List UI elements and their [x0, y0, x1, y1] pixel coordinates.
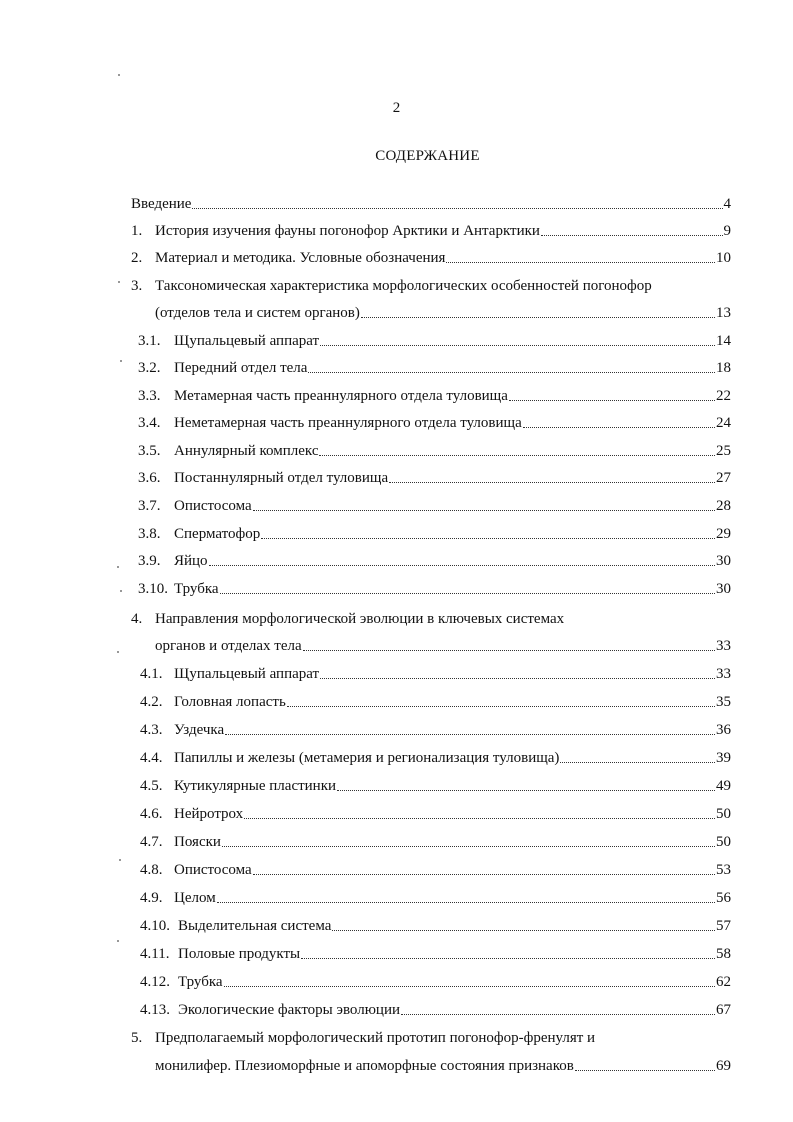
toc-entry-3-line2[interactable]: [155, 304, 731, 322]
dot-leader: [575, 1070, 715, 1071]
dot-leader: [320, 678, 715, 679]
toc-entry-text: Уздечка: [174, 722, 225, 738]
toc-entry-number: 2.: [131, 250, 143, 266]
toc-entry-text: Трубка: [174, 581, 219, 597]
toc-entry-number: 3.6.: [138, 470, 161, 486]
toc-entry-text: Материал и методика. Условные обозначения: [155, 250, 446, 266]
toc-entry-text: Таксономическая характеристика морфологических особенностей погонофор: [155, 278, 652, 294]
toc-entry-4-12[interactable]: [140, 973, 731, 991]
toc-entry-page: 29: [716, 526, 731, 542]
toc-entry-text: Аннулярный комплекс: [174, 443, 319, 459]
toc-entry-page: 30: [716, 553, 731, 569]
toc-entry-page: 69: [716, 1058, 731, 1074]
toc-entry-text: Направления морфологической эволюции в ключевых системах: [155, 611, 565, 627]
dot-leader: [287, 706, 715, 707]
toc-entry-text: Сперматофор: [174, 526, 261, 542]
toc-entry-number: 3.7.: [138, 498, 161, 514]
toc-entry-text: Половые продукты: [178, 946, 301, 962]
toc-entry-2[interactable]: [131, 249, 731, 267]
toc-entry-text: Опистосома: [174, 862, 252, 878]
toc-entry-number: 3.5.: [138, 443, 161, 459]
toc-entry-text: Экологические факторы эволюции: [178, 1002, 400, 1018]
dot-leader: [361, 317, 715, 318]
toc-entry-page: 49: [716, 778, 731, 794]
toc-entry-text: Неметамерная часть преаннулярного отдела туловища: [174, 415, 522, 431]
toc-entry-text: Метамерная часть преаннулярного отдела туловища: [174, 388, 508, 404]
toc-entry-number: 4.2.: [140, 694, 163, 710]
toc-entry-page: 57: [716, 918, 731, 934]
toc-entry-4-line1[interactable]: [131, 610, 564, 628]
dot-leader: [244, 818, 715, 819]
toc-entry-4-6[interactable]: [140, 805, 731, 823]
toc-entry-4-10[interactable]: [140, 917, 731, 935]
toc-entry-number: 3.1.: [138, 333, 161, 349]
toc-entry-number: 4.8.: [140, 862, 163, 878]
dot-leader: [303, 650, 715, 651]
toc-entry-page: 22: [716, 388, 731, 404]
toc-entry-page: 33: [716, 638, 731, 654]
scan-speck: [118, 281, 120, 283]
dot-leader: [217, 902, 715, 903]
toc-entry-4-2[interactable]: [140, 693, 731, 711]
toc-entry-text: Кутикулярные пластинки: [174, 778, 337, 794]
toc-entry-page: 24: [716, 415, 731, 431]
toc-entry-text: монилифер. Плезиоморфные и апоморфные состояния признаков: [155, 1058, 574, 1074]
toc-entry-1[interactable]: [131, 222, 731, 240]
toc-entry-number: 4.11.: [140, 946, 170, 962]
toc-entry-4-11[interactable]: [140, 945, 731, 963]
toc-entry-number: 3.2.: [138, 360, 161, 376]
toc-entry-number: 4.3.: [140, 722, 163, 738]
toc-entry-text: Предполагаемый морфологический прототип погонофор-френулят и: [155, 1030, 596, 1046]
toc-entry-text: Нейротрох: [174, 806, 244, 822]
toc-entry-text: Целом: [174, 890, 216, 906]
toc-entry-number: 4.7.: [140, 834, 163, 850]
toc-entry-4-8[interactable]: [140, 861, 731, 879]
toc-entry-page: 28: [716, 498, 731, 514]
toc-entry-page: 9: [723, 223, 731, 239]
dot-leader: [220, 593, 715, 594]
toc-entry-3-2[interactable]: [138, 359, 731, 377]
toc-entry-text: История изучения фауны погонофор Арктики и Антарктики: [155, 223, 540, 239]
toc-entry-page: 36: [716, 722, 731, 738]
toc-entry-3-8[interactable]: [138, 525, 731, 543]
toc-entry-text: органов и отделах тела: [155, 638, 302, 654]
toc-entry-text: Щупальцевый аппарат: [174, 666, 320, 682]
toc-entry-page: 58: [716, 946, 731, 962]
toc-entry-page: 39: [716, 750, 731, 766]
dot-leader: [319, 455, 715, 456]
toc-entry-number: 5.: [131, 1030, 143, 1046]
toc-entry-number: 4.6.: [140, 806, 163, 822]
toc-entry-page: 14: [716, 333, 731, 349]
toc-entry-3-6[interactable]: [138, 469, 731, 487]
toc-entry-text: Опистосома: [174, 498, 252, 514]
dot-leader: [224, 986, 715, 987]
dot-leader: [509, 400, 715, 401]
toc-entry-page: 50: [716, 834, 731, 850]
dot-leader: [541, 235, 723, 236]
toc-entry-4-9[interactable]: [140, 889, 731, 907]
toc-entry-number: 3.9.: [138, 553, 161, 569]
toc-entry-page: 67: [716, 1002, 731, 1018]
dot-leader: [332, 930, 715, 931]
toc-entry-page: 25: [716, 443, 731, 459]
toc-entry-text: Передний отдел тела: [174, 360, 308, 376]
scan-speck: [118, 74, 120, 76]
toc-entry-4-13[interactable]: [140, 1001, 731, 1019]
toc-entry-page: 33: [716, 666, 731, 682]
scan-speck: [120, 590, 122, 592]
dot-leader: [253, 510, 715, 511]
toc-entry-text: Папиллы и железы (метамерия и регионализация туловища): [174, 750, 560, 766]
scan-speck: [117, 566, 119, 568]
toc-entry-3-1[interactable]: [138, 332, 731, 350]
toc-entry-number: 4.: [131, 611, 143, 627]
dot-leader: [401, 1014, 715, 1015]
toc-entry-page: 18: [716, 360, 731, 376]
toc-entry-number: 3.3.: [138, 388, 161, 404]
dot-leader: [523, 427, 715, 428]
toc-entry-text: Яйцо: [174, 553, 208, 569]
toc-entry-text: Постаннулярный отдел туловища: [174, 470, 389, 486]
scan-speck: [119, 859, 121, 861]
toc-entry-number: 4.12.: [140, 974, 170, 990]
toc-entry-text: Головная лопасть: [174, 694, 286, 710]
toc-entry-page: 30: [716, 581, 731, 597]
toc-entry-number: 1.: [131, 223, 143, 239]
dot-leader: [225, 734, 715, 735]
scan-speck: [117, 940, 119, 942]
toc-entry-3-9[interactable]: [138, 552, 731, 570]
dot-leader: [560, 762, 715, 763]
toc-entry-number: 3.10.: [138, 581, 168, 597]
toc-entry-4-5[interactable]: [140, 777, 731, 795]
toc-entry-page: 35: [716, 694, 731, 710]
toc-entry-page: 27: [716, 470, 731, 486]
toc-entry-text: Выделительная система: [178, 918, 332, 934]
toc-entry-number: 4.4.: [140, 750, 163, 766]
page-number: 2: [392, 100, 401, 116]
dot-leader: [261, 538, 715, 539]
toc-entry-number: 4.5.: [140, 778, 163, 794]
toc-title: СОДЕРЖАНИЕ: [375, 148, 480, 164]
toc-entry-3-3[interactable]: [138, 387, 731, 405]
toc-entry-4-1[interactable]: [140, 665, 731, 683]
toc-entry-4-line2[interactable]: [155, 637, 731, 655]
toc-entry-text: Введение: [131, 196, 192, 212]
toc-entry-3-7[interactable]: [138, 497, 731, 515]
toc-entry-text: Трубка: [178, 974, 223, 990]
toc-entry-text: Пояски: [174, 834, 221, 850]
toc-entry-number: 4.9.: [140, 890, 163, 906]
toc-entry-text: Щупальцевый аппарат: [174, 333, 320, 349]
dot-leader: [446, 262, 715, 263]
dot-leader: [222, 846, 715, 847]
dot-leader: [320, 345, 715, 346]
toc-entry-number: 3.4.: [138, 415, 161, 431]
dot-leader: [192, 208, 722, 209]
toc-entry-4-3[interactable]: [140, 721, 731, 739]
toc-entry-5-line1[interactable]: [131, 1029, 595, 1047]
scan-speck: [117, 651, 119, 653]
toc-entry-3-line1[interactable]: [131, 277, 652, 295]
toc-entry-number: 4.1.: [140, 666, 163, 682]
dot-leader: [301, 958, 715, 959]
toc-entry-3-4[interactable]: [138, 414, 731, 432]
dot-leader: [389, 482, 715, 483]
toc-entry-page: 4: [723, 196, 731, 212]
toc-entry-4-4[interactable]: [140, 749, 731, 767]
dot-leader: [209, 565, 715, 566]
dot-leader: [337, 790, 715, 791]
toc-entry-5-line2[interactable]: [155, 1057, 731, 1075]
toc-entry-intro[interactable]: [131, 195, 731, 213]
toc-entry-number: 3.: [131, 278, 143, 294]
toc-entry-page: 53: [716, 862, 731, 878]
dot-leader: [253, 874, 715, 875]
toc-entry-page: 62: [716, 974, 731, 990]
toc-entry-page: 50: [716, 806, 731, 822]
toc-entry-number: 4.13.: [140, 1002, 170, 1018]
toc-entry-3-5[interactable]: [138, 442, 731, 460]
toc-entry-page: 56: [716, 890, 731, 906]
toc-entry-3-10[interactable]: [138, 580, 731, 598]
dot-leader: [308, 372, 715, 373]
scan-speck: [120, 360, 122, 362]
toc-entry-number: 3.8.: [138, 526, 161, 542]
toc-entry-page: 13: [716, 305, 731, 321]
toc-entry-page: 10: [716, 250, 731, 266]
toc-entry-text: (отделов тела и систем органов): [155, 305, 360, 321]
toc-entry-4-7[interactable]: [140, 833, 731, 851]
toc-entry-number: 4.10.: [140, 918, 170, 934]
